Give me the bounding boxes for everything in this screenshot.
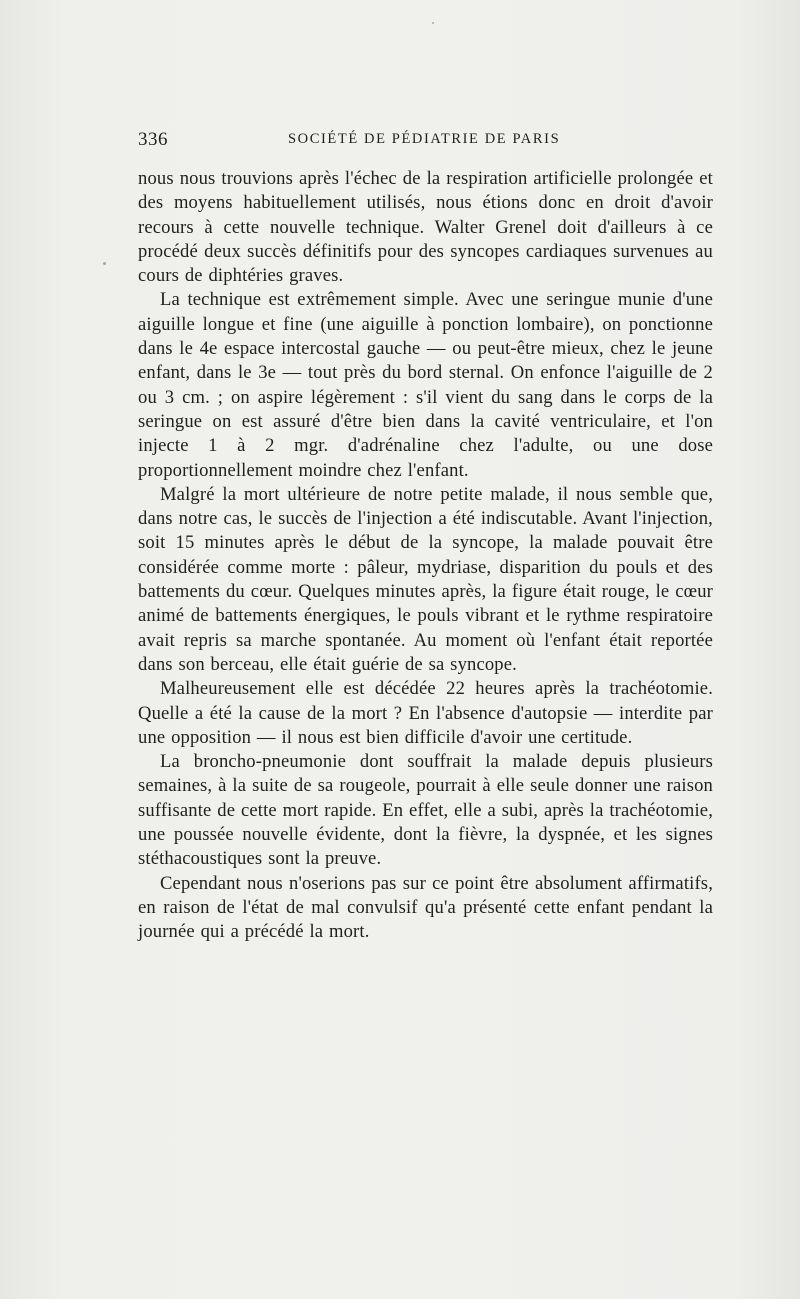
paragraph-conclusion: Cependant nous n'oserions pas sur ce point être absolument affirmatifs, en raison de l'état de mal convulsif qu'a présenté cette enfant pendant la journée qui a précédé la mort. xyxy=(138,872,713,943)
paragraph-death: Malheureusement elle est décédée 22 heures après la trachéotomie. Quelle a été la cause de la mort ? En l'absence d'autopsie — interdite par une opposition — il nous est bien difficile d'avoir une certitude. xyxy=(138,678,713,748)
body-text xyxy=(138,167,713,945)
scan-speck xyxy=(432,22,434,24)
paragraph-result: Malgré la mort ultérieure de notre petite malade, il nous semble que, dans notre cas, le succès de l'injection a été indiscutable. Avant l'injection, soit 15 minutes après le début de la syncope, la malade pouvait être considérée comme morte : pâleur, mydriase, disparition du pouls et des battements du cœur. Quelques minutes après, la figure était rouge, le cœur animé de battements énergiques, le pouls vibrant et le rythme respiratoire avait repris sa marche spontanée. Au moment où l'enfant était reportée dans son berceau, elle était guérie de sa syncope. xyxy=(138,483,713,675)
paragraph-technique: La technique est extrêmement simple. Avec une seringue munie d'une aiguille longue et fine (une aiguille à ponction lombaire), on ponctionne dans le 4e espace intercostal gauche — ou peut-être mieux, chez le jeune enfant, dans le 3e — tout près du bord sternal. On enfonce l'aiguille de 2 ou 3 cm. ; on aspire légèrement : s'il vient du sang dans le corps de la seringue on est assuré d'être bien dans la cavité ventriculaire, et l'on injecte 1 à 2 mgr. d'adrénaline chez l'adulte, ou une dose proportionnellement moindre chez l'enfant. xyxy=(138,289,713,481)
running-title: SOCIÉTÉ DE PÉDIATRIE DE PARIS xyxy=(288,131,561,147)
paragraph-bronchopneumonia: La broncho-pneumonie dont souffrait la malade depuis plusieurs semaines, à la suite de sa rougeole, pourrait à elle seule donner une raison suffisante de cette mort rapide. En effet, elle a subi, après la trachéotomie, une poussée nouvelle évidente, dont la fièvre, la dyspnée, et les signes stéthacoustiques sont la preuve. xyxy=(138,751,713,870)
scan-speck xyxy=(103,262,106,265)
paragraph-continuation: nous nous trouvions après l'échec de la respiration artificielle prolongée et des moyens habituellement utilisés, nous étions donc en droit d'avoir recours à cette nouvelle technique. Walter Grenel doit d'ailleurs à ce procédé deux succès définitifs pour des syncopes cardiaques survenues au cours de diphtéries graves. xyxy=(138,168,713,287)
running-head xyxy=(138,129,713,153)
page-number: 336 xyxy=(138,129,168,150)
